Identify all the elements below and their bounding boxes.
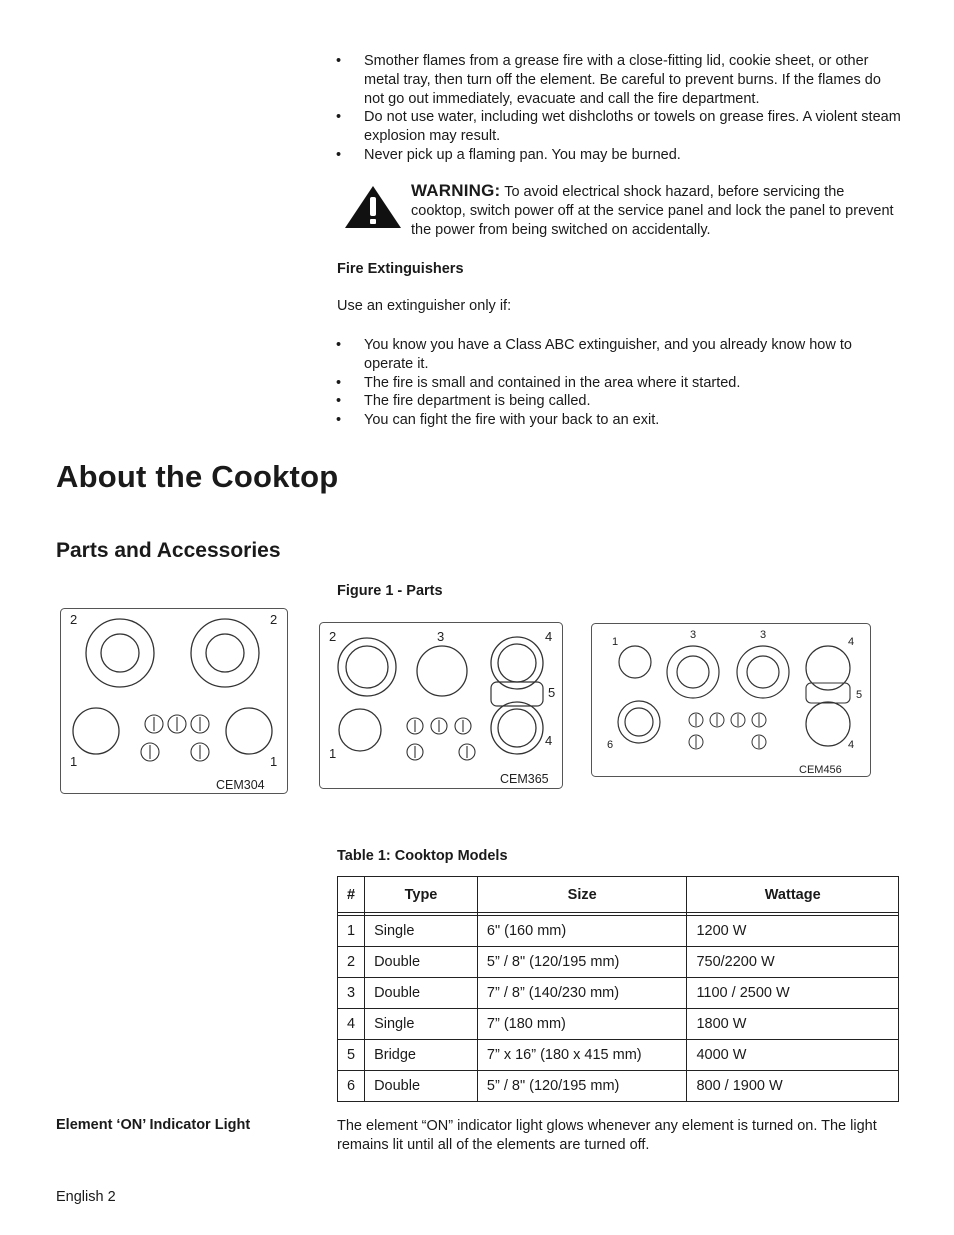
column-header: Wattage [687, 877, 899, 913]
table-cell: 5” / 8" (120/195 mm) [477, 1071, 687, 1102]
table-row [338, 947, 899, 978]
cooktop-diagram-cem456 [589, 621, 873, 779]
list-item: • The fire is small and contained in the area where it started. [336, 374, 901, 393]
table-cell: 4 [338, 1009, 365, 1040]
table-cell: 750/2200 W [687, 947, 899, 978]
table-row [338, 978, 899, 1009]
part-label: 6 [607, 739, 614, 751]
cooktop-diagram-cem365 [317, 620, 567, 792]
table-row [338, 1009, 899, 1040]
warning-label: WARNING: [411, 181, 501, 200]
page-footer: English 2 [56, 1189, 116, 1205]
list-item: • The fire department is being called. [336, 392, 901, 411]
part-label: 3 [760, 629, 767, 641]
cooktop-models-table [337, 876, 899, 1102]
subsection-title: Parts and Accessories [56, 539, 281, 562]
part-label: 1 [329, 746, 337, 761]
table-cell: Bridge [365, 1040, 478, 1071]
figure-caption: Figure 1 - Parts [337, 583, 443, 599]
table-cell: 6" (160 mm) [477, 916, 687, 947]
model-label: CEM365 [500, 772, 549, 786]
warning-triangle-icon [344, 185, 402, 229]
table-cell: Double [365, 947, 478, 978]
indicator-text: The element “ON” indicator light glows whenever any element is turned on. The light remains lit until all of the elements are turned off. [337, 1118, 877, 1153]
part-label: 5 [548, 685, 556, 700]
table-cell: 5” / 8" (120/195 mm) [477, 947, 687, 978]
extinguisher-bullet-list [336, 336, 901, 430]
table-cell: Double [365, 1071, 478, 1102]
table-cell: 1100 / 2500 W [687, 978, 899, 1009]
table-header-row [338, 877, 899, 913]
table-row [338, 1040, 899, 1071]
list-item: • You can fight the fire with your back to an exit. [336, 411, 901, 430]
table-cell: 1800 W [687, 1009, 899, 1040]
part-label: 1 [270, 754, 278, 769]
fire-extinguishers-heading: Fire Extinguishers [337, 261, 464, 277]
table-cell: 7” x 16” (180 x 415 mm) [477, 1040, 687, 1071]
part-label: 4 [848, 739, 855, 751]
column-header: Size [477, 877, 687, 913]
fire-extinguishers-intro: Use an extinguisher only if: [337, 298, 512, 314]
column-header: # [338, 877, 365, 913]
table-cell: 7” / 8” (140/230 mm) [477, 978, 687, 1009]
part-label: 5 [856, 689, 863, 701]
table-cell: 2 [338, 947, 365, 978]
table-cell: 3 [338, 978, 365, 1009]
part-label: 3 [437, 629, 445, 644]
table-cell: 1200 W [687, 916, 899, 947]
indicator-heading: Element ‘ON’ Indicator Light [56, 1117, 251, 1133]
part-label: 4 [545, 733, 553, 748]
table-cell: Single [365, 1009, 478, 1040]
table-caption: Table 1: Cooktop Models [337, 848, 508, 864]
model-label: CEM456 [799, 764, 842, 776]
table-row [338, 916, 899, 947]
safety-bullet-list [336, 52, 901, 165]
part-label: 1 [612, 636, 619, 648]
warning-text [411, 181, 897, 240]
part-label: 2 [329, 629, 337, 644]
section-title: About the Cooktop [56, 459, 339, 494]
list-item: • Do not use water, including wet dishcloths or towels on grease fires. A violent steam explosion may result. [336, 108, 901, 146]
table-cell: 1 [338, 916, 365, 947]
list-item: • Smother flames from a grease fire with a close-fitting lid, cookie sheet, or other metal tray, then turn off the element. Be careful to prevent burns. If the flames do not go out immediately, evacuate and call the fire department. [336, 52, 901, 108]
part-label: 2 [270, 612, 278, 627]
table-cell: 4000 W [687, 1040, 899, 1071]
table-cell: Single [365, 916, 478, 947]
table-cell: 5 [338, 1040, 365, 1071]
table-cell: 7” (180 mm) [477, 1009, 687, 1040]
model-label: CEM304 [216, 778, 265, 792]
list-item: • Never pick up a flaming pan. You may be burned. [336, 146, 901, 165]
cooktop-diagram-cem304 [58, 606, 290, 796]
warning-body: To avoid electrical shock hazard, before servicing the cooktop, switch power off at the service panel and lock the panel to prevent the power from being switched on accidentally. [411, 184, 894, 238]
part-label: 4 [545, 629, 553, 644]
column-header: Type [365, 877, 478, 913]
part-label: 1 [70, 754, 78, 769]
table-cell: Double [365, 978, 478, 1009]
part-label: 4 [848, 636, 855, 648]
table-row [338, 1071, 899, 1102]
part-label: 3 [690, 629, 697, 641]
table-cell: 6 [338, 1071, 365, 1102]
part-label: 2 [70, 612, 78, 627]
list-item: • You know you have a Class ABC extinguisher, and you already know how to operate it. [336, 336, 901, 374]
table-cell: 800 / 1900 W [687, 1071, 899, 1102]
